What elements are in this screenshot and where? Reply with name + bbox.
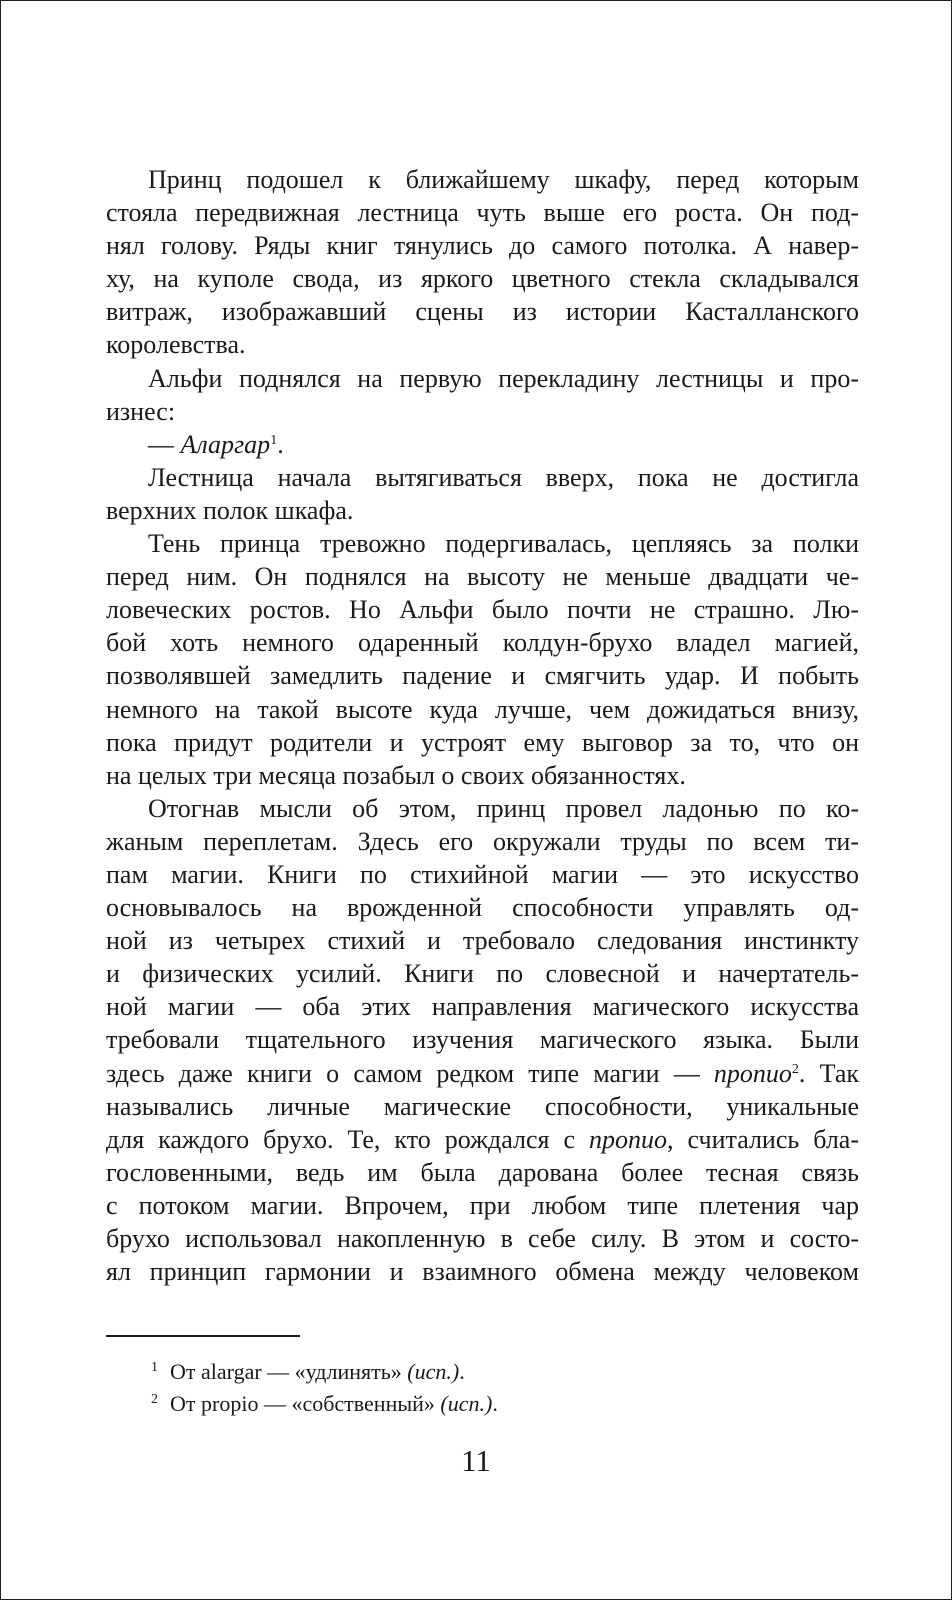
text-line: немного на такой высоте куда лучше, чем дожидаться внизу, <box>106 694 859 724</box>
paragraph <box>106 163 859 362</box>
text-line: стояла передвижная лестница чуть выше его роста. Он под- <box>106 198 859 228</box>
text-fragment: . Так <box>798 1058 860 1088</box>
text-line: с потоком магии. Впрочем, при любом типе плетения чар <box>106 1190 859 1220</box>
text-line: ной из четырех стихий и требовало следования инстинкту <box>106 926 859 956</box>
text-line: ял принцип гармонии и взаимного обмена между человеком <box>106 1257 859 1287</box>
text-line: витраж, изображавший сцены из истории Касталланского <box>106 297 859 327</box>
paragraph <box>106 792 859 1288</box>
text-line: на целых три месяца позабыл о своих обязанностях. <box>106 760 686 790</box>
text-line: бой хоть немного одаренный колдун-брухо владел магией, <box>106 628 859 658</box>
text-line <box>106 1057 859 1090</box>
paragraph <box>106 461 859 527</box>
text-fragment: , считались бла- <box>667 1124 859 1154</box>
footnote-end: . <box>492 1391 498 1416</box>
text-line: гословенными, ведь им была дарована более тесная связь <box>106 1157 859 1187</box>
text-line: и физических усилий. Книги по словесной и начертатель- <box>106 959 859 989</box>
paragraph <box>106 428 859 461</box>
footnote-item <box>151 1356 498 1388</box>
text-line: Принц подошел к ближайшему шкафу, перед которым <box>148 165 859 194</box>
footnotes <box>151 1356 498 1420</box>
text-line: основывалось на врожденной способности управлять од- <box>106 893 859 923</box>
footnote-ref[interactable]: 1 <box>270 432 278 448</box>
text-line: ной магии — оба этих направления магического искусства <box>106 992 859 1022</box>
text-fragment: для каждого брухо. Те, кто рождался с <box>106 1124 590 1154</box>
dialogue-dash: — <box>148 429 181 459</box>
term-word: пропио <box>713 1058 792 1088</box>
text-line: пока придут родители и устроят ему выговор за то, что он <box>106 727 859 757</box>
footnote-text: От propio — «собственный» <box>170 1391 441 1416</box>
text-line: жаным переплетам. Здесь его окружали труды по всем ти- <box>106 826 859 856</box>
text-line: Отогнав мысли об этом, принц провел ладонью по ко- <box>148 793 859 823</box>
text-line: требовали тщательного изучения магического языка. Были <box>106 1025 859 1055</box>
footnote-abbr: (исп.) <box>440 1391 493 1416</box>
text-line: ху, на куполе свода, из яркого цветного стекла складывался <box>106 264 859 294</box>
text-line: назывались личные магические способности, уникальные <box>106 1091 859 1121</box>
text-line: нял голову. Ряды книг тянулись до самого потолка. А навер- <box>106 231 859 261</box>
text-line: изнес: <box>106 396 176 426</box>
text-line: пам магии. Книги по стихийной магии — это искусство <box>106 859 859 889</box>
paragraph <box>106 362 859 428</box>
footnote-divider <box>106 1335 300 1337</box>
text-line <box>106 1123 859 1156</box>
text-line: королевства. <box>106 330 246 360</box>
spell-word: Аларгар <box>180 429 271 459</box>
footnote-item <box>151 1388 498 1420</box>
text-line: позволявшей замедлить падение и смягчить удар. И побыть <box>106 661 859 691</box>
text-fragment: . <box>277 429 284 459</box>
text-line: Альфи поднялся на первую перекладину лестницы и про- <box>148 363 859 393</box>
paragraph <box>106 527 859 792</box>
footnote-number: 2 <box>151 1392 158 1407</box>
text-line: верхних полок шкафа. <box>106 495 354 525</box>
main-text <box>106 163 859 1288</box>
text-line: Тень принца тревожно подергивалась, цепляясь за полки <box>148 529 859 559</box>
footnote-number: 1 <box>151 1360 158 1375</box>
footnote-abbr: (исп.) <box>407 1359 460 1384</box>
page-number: 11 <box>461 1443 491 1478</box>
footnote-ref[interactable]: 2 <box>791 1061 799 1077</box>
text-line: перед ним. Он поднялся на высоту не меньше двадцати че- <box>106 562 859 592</box>
text-line: Лестница начала вытягиваться вверх, пока не достигла <box>148 462 859 492</box>
term-word: пропио <box>589 1124 668 1154</box>
dialogue-line <box>106 428 859 461</box>
footnote-text: От alargar — «удлинять» <box>170 1359 408 1384</box>
footnote-end: . <box>459 1359 465 1384</box>
text-line: брухо использовал накопленную в себе силу. В этом и состо- <box>106 1224 859 1253</box>
text-line: ловеческих ростов. Но Альфи было почти не страшно. Лю- <box>106 595 859 625</box>
text-fragment: здесь даже книги о самом редком типе магии — <box>106 1058 714 1088</box>
